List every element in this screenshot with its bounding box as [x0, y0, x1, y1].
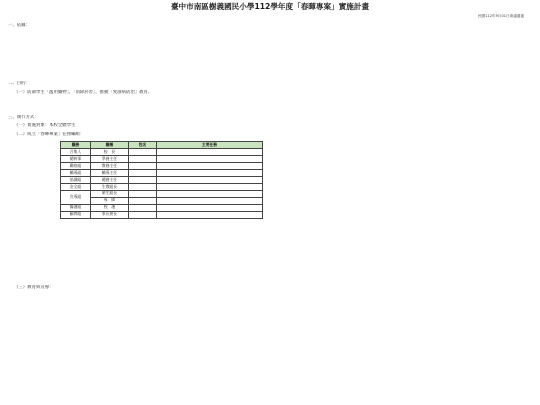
person-cell: [129, 176, 157, 183]
person-cell: [129, 197, 157, 204]
table-row: [61, 211, 263, 218]
duty-cell: [157, 190, 263, 197]
header-duty: 主要任務: [157, 142, 263, 149]
role-cell: 生教組長: [91, 183, 129, 190]
person-cell: [129, 169, 157, 176]
unit-cell: 總幹事: [61, 155, 91, 162]
header-role: 職稱: [91, 142, 129, 149]
role-cell: 學務主任: [91, 155, 129, 162]
unit-cell: 輔導組: [61, 169, 91, 176]
approval-note: 民國112年9月01日會議通過: [477, 14, 524, 18]
duty-cell: [157, 148, 263, 155]
document-title: 臺中市南區樹義國民小學112學年度「春暉專案」實施計畫: [170, 2, 370, 11]
unit-cell: 安全組: [61, 183, 91, 190]
role-cell: 校 護: [91, 204, 129, 211]
table-row: [61, 162, 263, 169]
person-cell: [129, 211, 157, 218]
goal-item: （一）防制學生「濫用藥物」、「消除菸害」，推動「愛滋病防治」教育。: [14, 90, 153, 95]
table-row: [61, 155, 263, 162]
header-unit: 職務: [61, 142, 91, 149]
unit-cell: 召集人: [61, 148, 91, 155]
role-cell: 校 長: [91, 148, 129, 155]
unit-cell: 聯絡組: [61, 162, 91, 169]
duty-cell: [157, 162, 263, 169]
execution-target: （一）實施對象：本校全體學生: [14, 123, 76, 128]
table-row: [61, 190, 263, 197]
table-header-row: [61, 142, 263, 149]
role-cell: 總務主任: [91, 176, 129, 183]
duty-cell: [157, 211, 263, 218]
education-caption: （三）教育與宣導：: [14, 285, 54, 290]
duty-cell: [157, 169, 263, 176]
role-cell: 導 師: [91, 197, 129, 204]
task-group-caption: （二）成立「春暉專案」任務編組：: [14, 132, 85, 137]
duty-cell: [157, 155, 263, 162]
table-row: [61, 183, 263, 190]
duty-cell: [157, 204, 263, 211]
duty-cell: [157, 197, 263, 204]
header-name: 姓名: [129, 142, 157, 149]
section-basis-heading: 一、依據：: [8, 23, 30, 28]
person-cell: [129, 155, 157, 162]
person-cell: [129, 162, 157, 169]
person-cell: [129, 204, 157, 211]
person-cell: [129, 183, 157, 190]
role-cell: 家長會長: [91, 211, 129, 218]
role-cell: 衛生組長: [91, 190, 129, 197]
person-cell: [129, 190, 157, 197]
table-row: [61, 176, 263, 183]
role-cell: 輔導主任: [91, 169, 129, 176]
table-row: [61, 204, 263, 211]
duty-cell: [157, 176, 263, 183]
unit-cell: 宣導組: [61, 190, 91, 204]
table-row: [61, 148, 263, 155]
section-goals-heading: 二、目的：: [8, 81, 30, 86]
table-row: [61, 197, 263, 204]
task-group-table: [60, 141, 263, 219]
duty-cell: [157, 183, 263, 190]
unit-cell: 醫護組: [61, 204, 91, 211]
unit-cell: 協調組: [61, 176, 91, 183]
section-execution-heading: 三、執行方式：: [8, 115, 39, 120]
role-cell: 教務主任: [91, 162, 129, 169]
unit-cell: 顧問組: [61, 211, 91, 218]
table-row: [61, 169, 263, 176]
person-cell: [129, 148, 157, 155]
